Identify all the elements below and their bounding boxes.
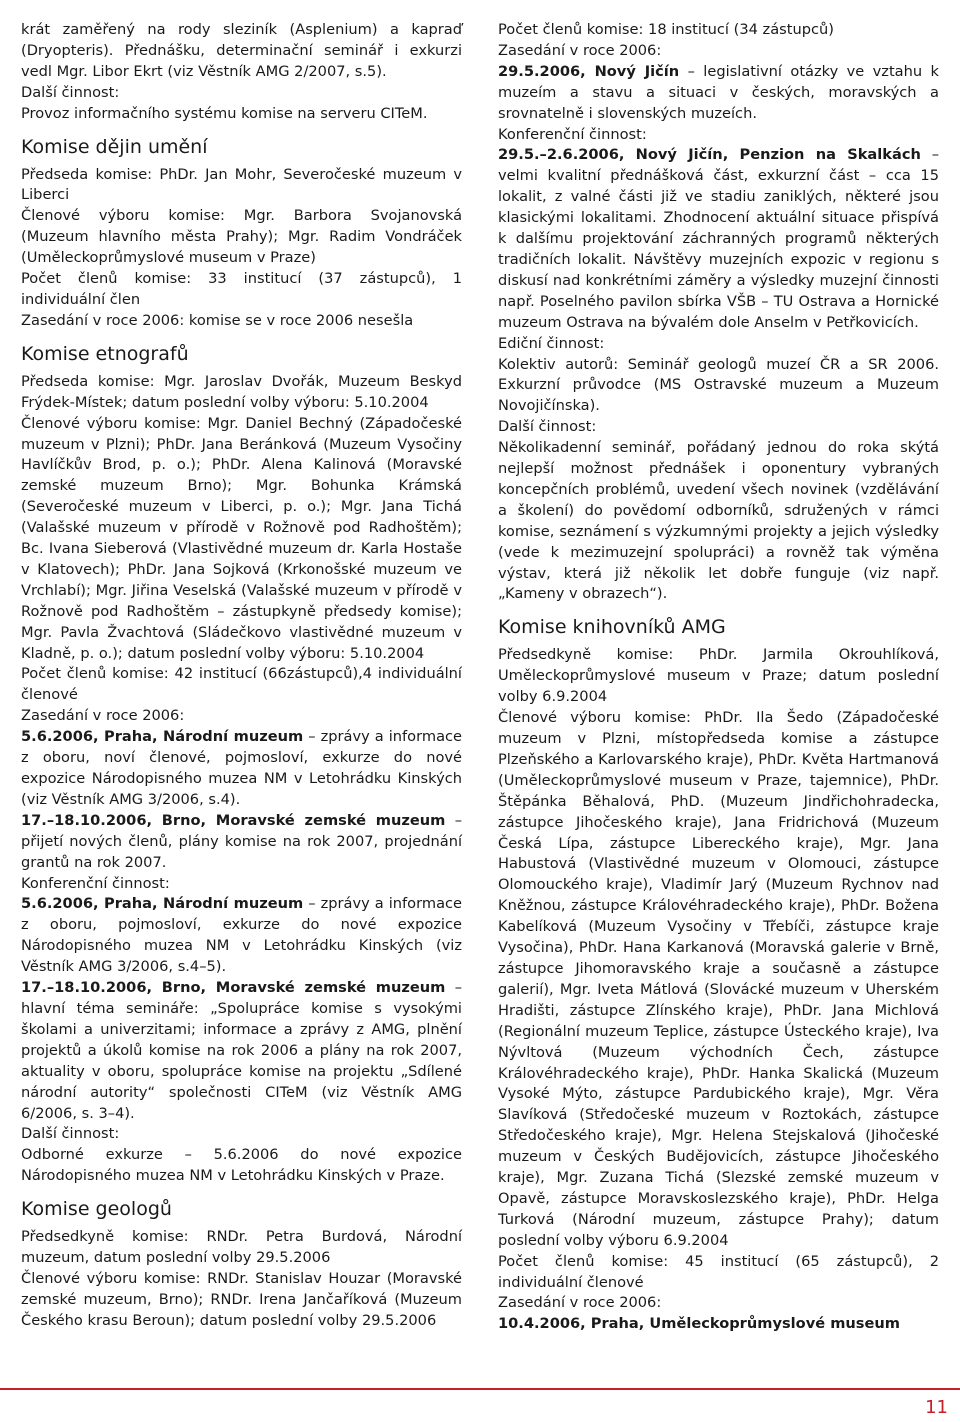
footer-divider (0, 1388, 960, 1390)
paragraph (21, 311, 462, 332)
field-label: Ediční činnost: (498, 334, 605, 352)
event-title: 10.4.2006, Praha, Uměleckoprůmyslové museum (498, 1315, 900, 1333)
paragraph (498, 438, 939, 605)
paragraph (21, 978, 462, 1124)
paragraph (498, 62, 939, 125)
left-column (21, 20, 462, 1332)
section-heading: Komise geologů (21, 1198, 172, 1221)
field-label: Zasedání v roce 2006: (498, 1294, 662, 1312)
body-text: PhDr. Jan Mohr, Severočeské muzeum v Liberci (21, 165, 463, 204)
paragraph (21, 269, 462, 311)
body-text: Mgr. Daniel Bechný (Západočeské muzeum v Plzni); PhDr. Jana Beránková (Muzeum Vysočiny Havlíčkův Brod, p. o.); PhDr. Alena Kalinová (Moravské zemské muzeum Brno); Mgr. Bohunka Krámská (Severočeské muzeum v Liberci, p. o.); Mgr. Jana Tichá (Valašské muzeum v přírodě v Rožnově pod Radhoštěm); Bc. Ivana Sieberová (Vlastivědné muzeum dr. Karla Hostaše v Klatovech); PhDr. Jana Sojková (Krkonošské muzeum ve Vrchlabí); Mgr. Jiřina Veselská (Valašské muzeum v přírodě v Rožnově pod Radhoštěm – zástupkyně předsedy komise); Mgr. Pavla Žvachtová (Sládečkovo vlastivědné muzeum v Kladně, p. o.); datum poslední volby výboru: 5.10.2004 (21, 414, 462, 662)
paragraph (498, 1252, 939, 1294)
field-label: Zasedání v roce 2006: (21, 311, 185, 329)
body-text: 33 institucí (37 zástupců), 1 individuální člen (21, 270, 462, 308)
paragraph (21, 372, 462, 414)
body-text: RNDr. Petra Burdová, Národní muzeum, datum poslední volby 29.5.2006 (21, 1228, 462, 1267)
event-title: 5.6.2006, Praha, Národní muzeum (21, 895, 304, 913)
field-label: Předsedkyně komise: (498, 646, 674, 664)
field-label: Další činnost: (21, 1125, 120, 1143)
field-label: Členové výboru komise: (21, 207, 225, 225)
field-label: Členové výboru komise: (498, 709, 691, 727)
body-text: – hlavní téma semináře: „Spolupráce komise s vysokými školami a univerzitami; informace a zprávy z AMG, plnění projektů a úkolů komise na rok 2006 a plány na rok 2007, aktuality v oboru, spolupráce komise na projektu „Sdílené národní autority“ společnosti CITeM (viz Věstník AMG 6/2006, s. 3–4). (21, 979, 462, 1122)
field-label: Konferenční činnost: (498, 125, 647, 143)
field-label: Zasedání v roce 2006: (21, 707, 185, 725)
field-label: Další činnost: (21, 83, 120, 101)
paragraph (21, 206, 462, 269)
field-label: Počet členů komise: (498, 1252, 669, 1270)
paragraph (21, 165, 462, 207)
page-number: 11 (925, 1397, 948, 1418)
paragraph (498, 708, 939, 1252)
body-text: – přijetí nových členů, plány komise na rok 2007, projednání grantů na rok 2007. (21, 811, 462, 871)
section-heading: Komise etnografů (21, 342, 189, 365)
field-label: Počet členů komise: (21, 665, 169, 683)
paragraph (498, 145, 939, 333)
body-text: komise se v roce 2006 nesešla (188, 311, 414, 329)
body-text: 45 institucí (65 zástupců), 2 individuální členové (498, 1252, 939, 1291)
field-label: Předsedkyně komise: (21, 1228, 189, 1246)
body-text: Provoz informačního systému komise na serveru CITeM. (21, 104, 428, 122)
field-label: Členové výboru komise: (21, 1269, 201, 1287)
body-text: Mgr. Jaroslav Dvořák, Muzeum Beskyd Frýdek-Místek; datum poslední volby výboru: 5.10.2004 (21, 372, 462, 411)
body-text: Mgr. Barbora Svojanovská (Muzeum hlavního města Prahy); Mgr. Radim Vondráček (Uměleckoprůmyslové museum v Praze) (21, 207, 463, 267)
paragraph (21, 1227, 462, 1269)
field-label: Zasedání v roce 2006: (498, 41, 662, 59)
paragraph (21, 664, 462, 706)
body-text: Kolektiv autorů: Seminář geologů muzeí ČR a SR 2006. Exkurzní průvodce (MS Ostravské muzeum a Muzeum Novojičínska). (498, 355, 939, 415)
body-text: – zprávy a informace z oboru, noví členové, pojmosloví, exkurze do nové expozice Národopisného muzea NM v Letohrádku Kinských (viz Věstník AMG 3/2006, s.4). (21, 728, 463, 808)
paragraph (21, 811, 462, 874)
field-label: Předseda komise: (21, 372, 155, 390)
field-label: Další činnost: (498, 418, 597, 436)
body-text: – zprávy a informace z oboru, pojmosloví, exkurze do nové expozice Národopisného muzea NM v Letohrádku Kinských (viz Věstník AMG 3/2006, s.4–5). (21, 895, 463, 976)
body-text: – velmi kvalitní přednášková část, exkurzní část – cca 15 lokalit, z valné části již ve stadiu zaniklých, některé jsou klasickými lokalitami. Zhodnocení aktuální situace přispívá k dalšímu projektování záchranných programů některých tradičních lokalit. Návštěvy muzejních expozic v regionu s diskusí nad konkrétními záměry a výsledky muzejní činnosti např. Poselného pavilon sbírka VŠB – TU Ostrava a Hornické muzeum Ostrava na bývalém dole Anselm v Petřkovicích. (498, 146, 940, 331)
field-label: Předseda komise: (21, 165, 153, 183)
field-label: Konferenční činnost: (21, 874, 170, 892)
paragraph (21, 1269, 462, 1332)
paragraph (498, 20, 939, 41)
section-heading: Komise dějin umění (21, 135, 208, 158)
paragraph (498, 355, 939, 418)
body-text: RNDr. Stanislav Houzar (Moravské zemské muzeum, Brno); RNDr. Irena Jančaříková (Muzeum Českého krasu Beroun); datum poslední volby 29.5.2006 (21, 1269, 463, 1329)
body-text: – legislativní otázky ve vztahu k muzeím a stavu a situaci v českých, moravských a srovnatelně i slovenských muzeích. (498, 62, 939, 122)
paragraph (21, 104, 462, 125)
paragraph (21, 414, 462, 665)
event-title: 29.5.–2.6.2006, Nový Jičín, Penzion na Skalkách (498, 146, 921, 164)
event-title: 29.5.2006, Nový Jičín (498, 62, 680, 80)
body-text: PhDr. Jarmila Okrouhlíková, Uměleckoprůmyslové museum v Praze; datum poslední volby 6.9.2004 (498, 646, 939, 706)
right-column (498, 20, 939, 1335)
event-title: 17.–18.10.2006, Brno, Moravské zemské muzeum (21, 979, 446, 997)
paragraph (498, 1314, 939, 1335)
paragraph (498, 645, 939, 708)
body-text: Odborné exkurze – 5.6.2006 do nové expozice Národopisného muzea NM v Letohrádku Kinských v Praze. (21, 1146, 462, 1185)
paragraph (21, 727, 462, 811)
event-title: 5.6.2006, Praha, Národní muzeum (21, 728, 304, 746)
body-text: PhDr. Ila Šedo (Západočeské muzeum v Plzni, místopředseda komise a zástupce Plzeňského a Karlovarského kraje), PhDr. Květa Hartmanová (Uměleckoprůmyslové museum v Praze, tajemnice), PhDr. Štěpánka Běhalová, PhD. (Muzeum Jindřichohradecka, zástupce Jihočeského kraje), Jana Fridrichová (Muzeum Česká Lípa, zástupce Libereckého kraje), Mgr. Jana Habustová (Vlastivědné muzeum v Olomouci, zástupce Olomouckého kraje), Vladimír Jarý (Muzeum Rychnov nad Kněžnou, zástupce Královéhradeckého kraje), PhDr. Božena Kabelíková (Muzeum Vysočiny v Třebíči, zástupce kraje Vysočina), PhDr. Hana Karkanová (Moravská galerie v Brně, zástupce Jihomoravského kraje a současně a zástupce galerií), Mgr. Iveta Mátlová (Slovácké muzeum v Uherském Hradišti, zástupce Zlínského kraje), PhDr. Jana Michlová (Regionální muzeum Teplice, zástupce Ústeckého kraje), Iva Nývltová (Muzeum východních Čech, zástupce Královéhradeckého kraje), PhDr. Hanka Skalická (Muzeum Vysoké Mýto, zástupce Pardubického kraje), Mgr. Věra Slavíková (Středočeské muzeum v Roztokách, zástupce Středočeského kraje), Mgr. Helena Stejskalová (Jihočeské muzeum v Českých Budějovicích, zástupce Jihočeského kraje), Mgr. Zuzana Tichá (Slezské zemské muzeum v Opavě, zástupce Moravskoslezského kraje), PhDr. Helga Turková (Národní muzeum, zástupce Prahy); datum poslední volby výboru 6.9.2004 (498, 709, 939, 1249)
field-label: Počet členů komise: (21, 270, 192, 288)
body-text: krát zaměřený na rody sleziník (Asplenium) a kapraď (Dryopteris). Přednášku, determinační seminář i exkurzi vedl Mgr. Libor Ekrt (viz Věstník AMG 2/2007, s.5). (21, 21, 462, 80)
field-label: Počet členů komise: (498, 21, 644, 38)
section-heading: Komise knihovníků AMG (498, 616, 726, 639)
body-text: Několikadenní seminář, pořádaný jednou do roka skýtá nejlepší možnost přednášek i oponentury vybraných koncepčních problémů, uvedení všech novinek (vzdělávání a školení) do povědomí odborníků, sdružených v rámci komise, seznámení s výzkumnými projekty a jejich výsledky (vede k mezimuzejní spolupráci) a rovněž tak výměna výstav, která již několik let dobře funguje (viz např. „Kameny v obrazech“). (498, 439, 939, 603)
body-text: 18 institucí (34 zástupců) (648, 21, 834, 38)
paragraph (21, 1145, 462, 1187)
event-title: 17.–18.10.2006, Brno, Moravské zemské muzeum (21, 811, 446, 829)
paragraph (21, 894, 462, 978)
field-label: Členové výboru komise: (21, 414, 201, 432)
body-text: 42 institucí (66zástupců),4 individuální členové (21, 665, 462, 704)
paragraph (21, 20, 462, 83)
